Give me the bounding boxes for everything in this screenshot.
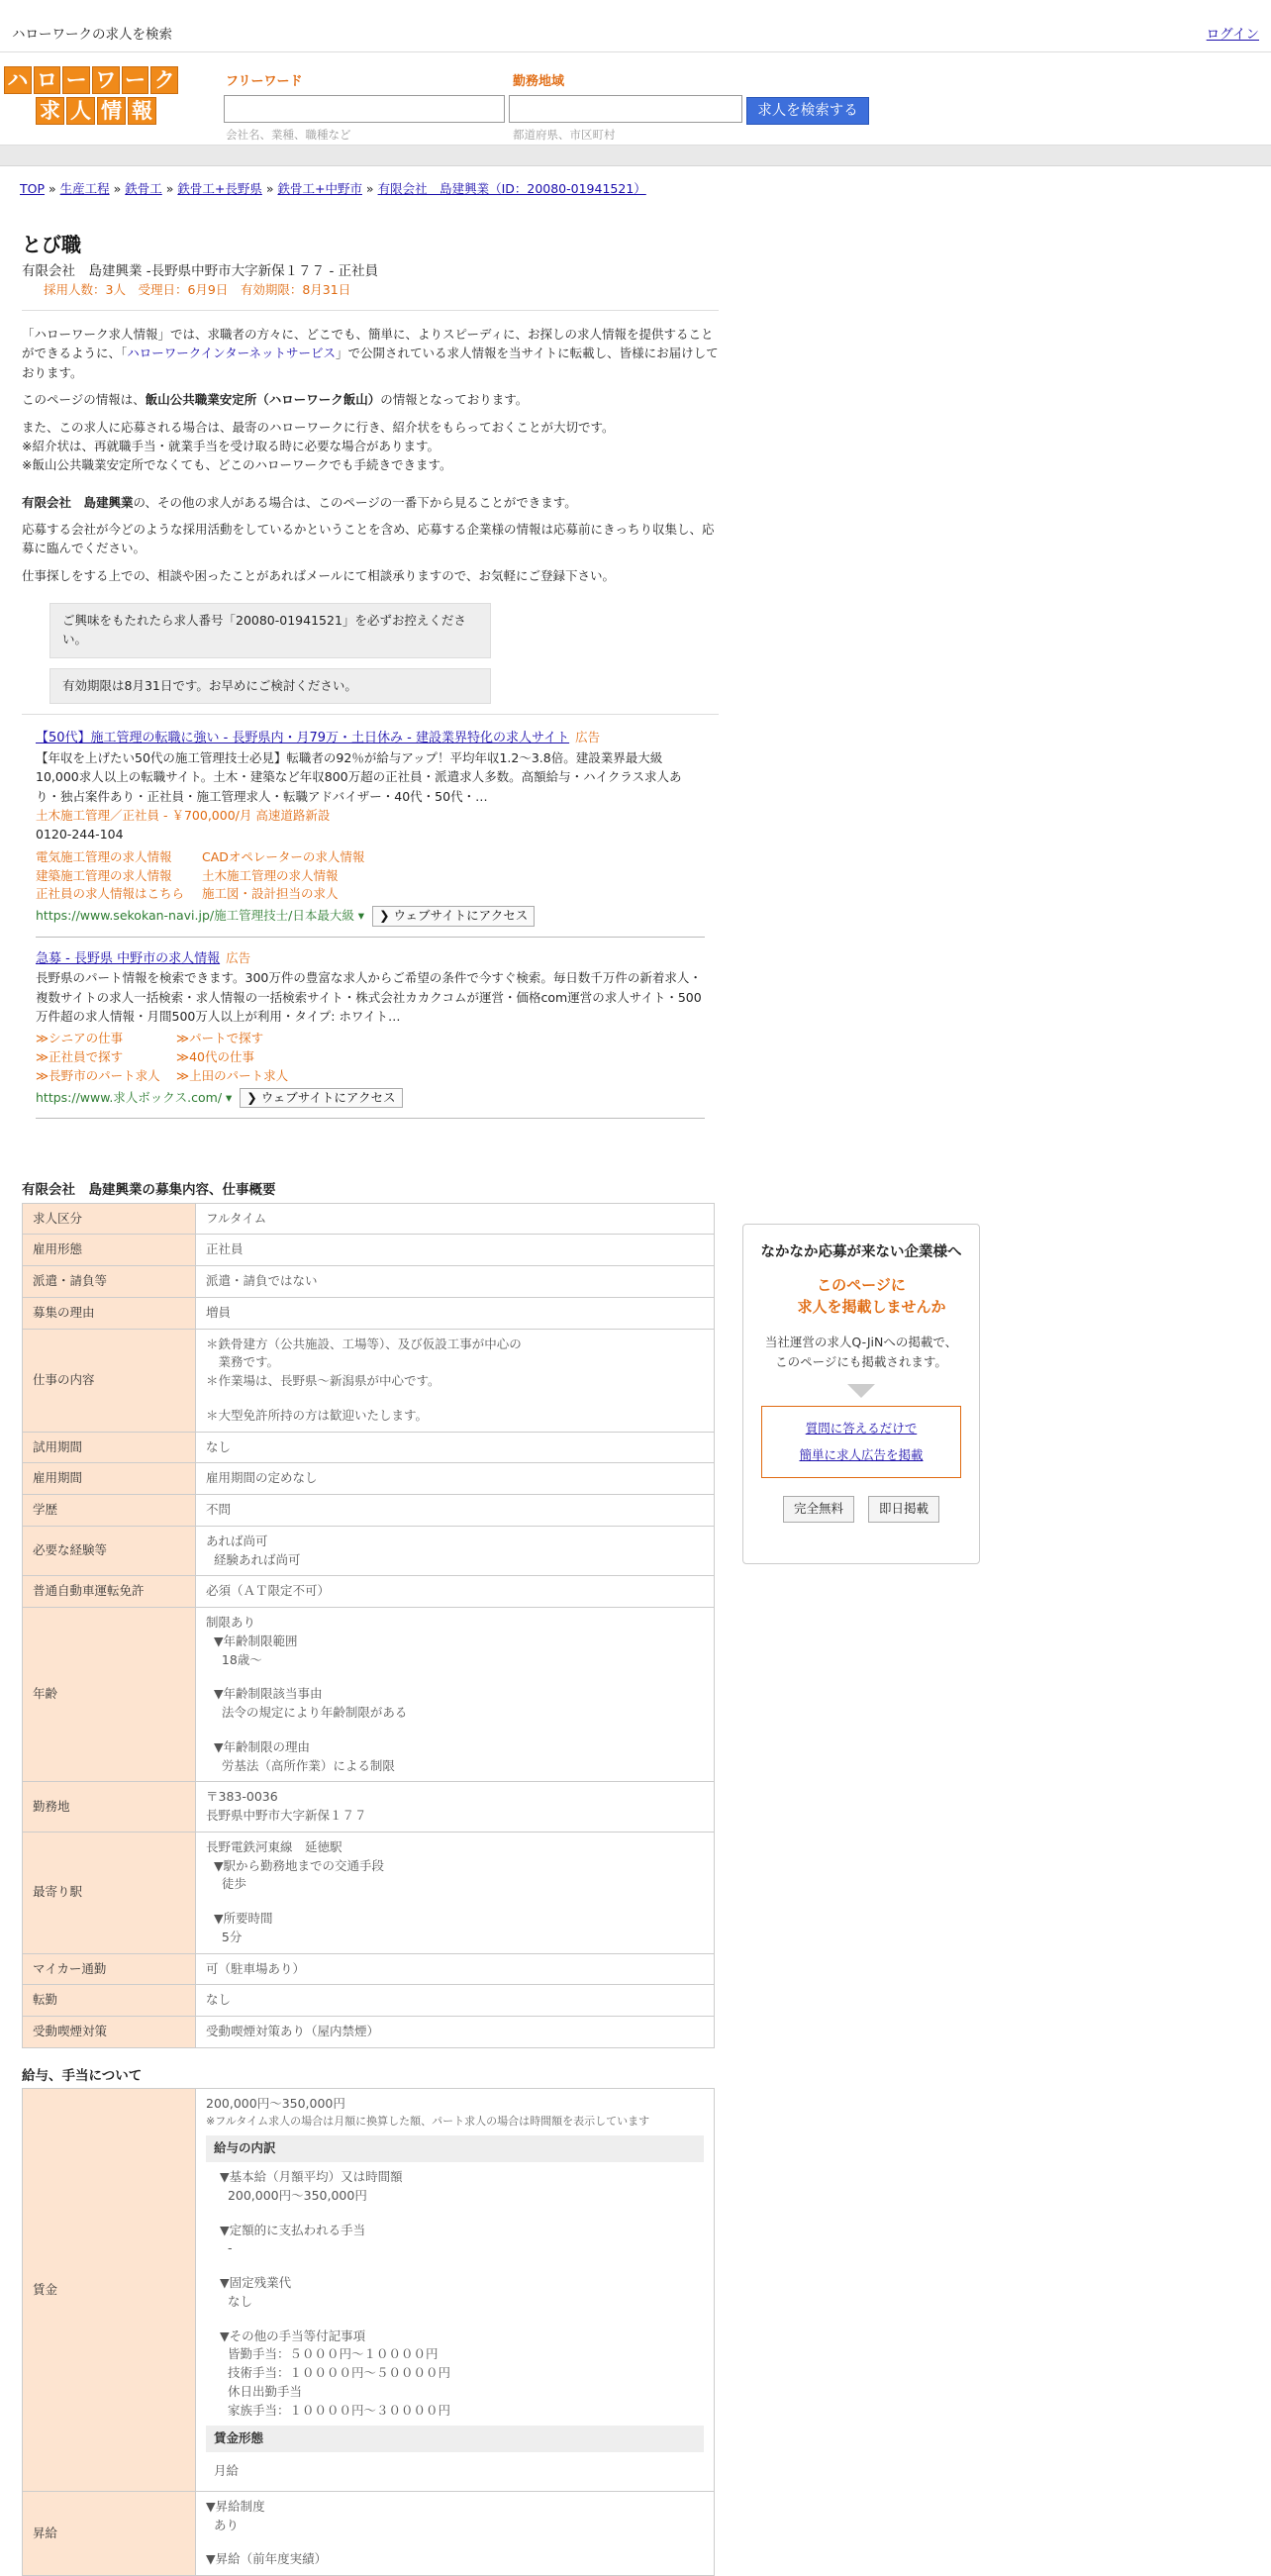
raise-line: ▼昇給（前年度実績） (206, 2551, 328, 2567)
site-title: ハローワークの求人を検索 (12, 27, 172, 43)
ad-block-1 (36, 729, 705, 937)
value-line: 雇用期間の定めなし (206, 1470, 318, 1486)
raise-line: あり (206, 2517, 239, 2532)
table-row (23, 1329, 715, 1432)
promo-link-1[interactable]: 質問に答えるだけで (805, 1420, 918, 1436)
breakdown-heading: 給与の内訳 (206, 2135, 704, 2162)
row-value (196, 1953, 715, 1985)
row-value (196, 1985, 715, 2017)
value-line: 必須（ＡＴ限定不可） (206, 1583, 331, 1599)
overview-table (22, 1203, 715, 2048)
breakdown-line (220, 2312, 704, 2328)
ad-sitelink[interactable]: ≫正社員で探す (36, 1049, 124, 1065)
breakdown-line: 200,000円〜350,000円 (220, 2187, 367, 2203)
breadcrumb-separator: » (45, 181, 60, 196)
value-line: ▼年齢制限の理由 (206, 1738, 311, 1754)
divider (22, 310, 719, 311)
table-row (23, 2089, 715, 2492)
ad-sitelink[interactable]: 施工図・設計担当の求人 (202, 886, 339, 902)
search-button[interactable]: 求人を検索する (746, 97, 869, 125)
breadcrumb-link[interactable]: 鉄骨工 (125, 181, 162, 196)
visit-website-button[interactable]: ❯ ウェブサイトにアクセス (372, 906, 535, 927)
logo-char: ー (122, 66, 149, 94)
breakdown-line: ▼その他の手当等付記事項 (220, 2328, 366, 2343)
intro-paragraph-3: また、この求人に応募される場合は、最寄のハローワークに行き、紹介状をもらっておくことが大切です。 ※紹介状は、再就職手当・就業手当を受け取る時に必要な場合があります。 ※飯山公共職業安定所でなくても、どこのハローワークでも手続きできます。 (22, 419, 615, 473)
row-value (196, 1266, 715, 1298)
value-line: 労基法（高所作業）による制限 (206, 1757, 395, 1773)
breadcrumb-separator: » (161, 181, 178, 196)
logo-char: ワ (92, 66, 120, 94)
row-key: 求人区分 (23, 1203, 196, 1235)
value-line: ＊鉄骨建方（公共施設、工場等）、及び仮設工事が中心の (206, 1336, 522, 1351)
value-line: 正社員 (206, 1241, 244, 1257)
row-value (196, 1235, 715, 1266)
value-line: ▼駅から勤務地までの交通手段 (206, 1857, 385, 1873)
hellowork-logo[interactable] (4, 66, 178, 122)
intro-paragraph-4: 有限会社 島建興業の、その他の求人がある場合は、このページの一番下から見ることができます。 (22, 494, 577, 510)
breadcrumb-link[interactable]: 有限会社 島建興業（ID：20080-01941521） (377, 181, 646, 196)
value-line: ▼年齢制限該当事由 (206, 1686, 323, 1702)
visit-website-button[interactable]: ❯ ウェブサイトにアクセス (240, 1088, 402, 1109)
divider-band (0, 146, 1271, 166)
table-row (23, 1266, 715, 1298)
row-key: 試用期間 (23, 1432, 196, 1463)
ad-sitelink[interactable]: 建築施工管理の求人情報 (36, 867, 172, 883)
employer-promo-box (742, 1224, 980, 1564)
value-line (206, 1669, 704, 1685)
ad-url: https://www.求人ボックス.com/ ▾ ❯ ウェブサイトにアクセス (36, 1088, 705, 1109)
row-value (196, 1203, 715, 1235)
row-value (196, 1526, 715, 1576)
breakdown-line (220, 2258, 704, 2274)
value-line (206, 1723, 704, 1738)
ad-sitelink[interactable]: ≫40代の仕事 (176, 1049, 254, 1065)
table-row (23, 1576, 715, 1608)
table-row (23, 1526, 715, 1576)
table-row (23, 1832, 715, 1953)
value-line: 長野県中野市大字新保１７７ (206, 1808, 367, 1824)
row-key: 普通自動車運転免許 (23, 1576, 196, 1608)
breadcrumb-separator: » (361, 181, 378, 196)
row-value (196, 1329, 715, 1432)
row-value (196, 1495, 715, 1527)
login-link[interactable]: ログイン (1206, 27, 1259, 43)
promo-offer: このページに 求人を掲載しませんか (797, 1275, 946, 1317)
breakdown-line: 休日出勤手当 (220, 2383, 302, 2399)
value-line (206, 1894, 704, 1910)
expiry-note: 有効期限は8月31日です。お早めにご検討ください。 (49, 668, 491, 705)
breakdown-line: 家族手当：１００００円～３００００円 (220, 2402, 450, 2418)
value-line: あれば尚可 (206, 1533, 268, 1548)
value-line: 徒歩 (206, 1876, 246, 1892)
logo-char: ロ (34, 66, 61, 94)
divider (22, 714, 719, 715)
top-bar (0, 0, 1271, 52)
row-key: 学歴 (23, 1495, 196, 1527)
row-key: 募集の理由 (23, 1297, 196, 1329)
raise-line (206, 2534, 704, 2550)
table-row (23, 1953, 715, 1985)
row-value (196, 1297, 715, 1329)
row-key: 転勤 (23, 1985, 196, 2017)
row-key: 年齢 (23, 1608, 196, 1782)
job-title: とび職 (22, 233, 81, 256)
table-row (23, 1235, 715, 1266)
promo-buttons (743, 1496, 979, 1523)
promo-heading: なかなか応募が来ない企業様へ (760, 1244, 962, 1260)
value-line: 経験あれば尚可 (206, 1551, 301, 1567)
table-row (23, 2017, 715, 2048)
raise-value (196, 2491, 715, 2575)
ad-extra-link[interactable]: 土木施工管理／正社員 - ￥700,000/月 高速道路新設 (36, 808, 331, 823)
table-row (23, 1203, 715, 1235)
ad-url: https://www.sekokan-navi.jp/施工管理技士/日本最大級 ▾ ❯ ウェブサイトにアクセス (36, 906, 705, 927)
down-arrow-icon (847, 1384, 875, 1398)
value-line (206, 1391, 704, 1407)
logo-char: 求 (36, 97, 64, 125)
value-line: なし (206, 1992, 232, 2008)
value-line: ▼年齢制限範囲 (206, 1633, 298, 1648)
value-line: 派遣・請負ではない (206, 1273, 318, 1289)
header (0, 52, 1271, 146)
ad-title-link[interactable]: 急募 - 長野県 中野市の求人情報 (36, 950, 221, 966)
row-key: 雇用期間 (23, 1463, 196, 1495)
wage-type: 月給 (214, 2463, 240, 2479)
breadcrumb-separator: » (261, 181, 278, 196)
logo-char: ー (62, 66, 90, 94)
value-line: 業務です。 (206, 1354, 280, 1370)
value-line: 法令の規定により年齢制限がある (206, 1705, 408, 1721)
breakdown-line (220, 2206, 704, 2222)
overview-title: 有限会社 島建興業の募集内容、仕事概要 (22, 1182, 276, 1199)
row-value (196, 1782, 715, 1833)
row-value (196, 2017, 715, 2048)
row-key: 最寄り駅 (23, 1832, 196, 1953)
free-button[interactable]: 完全無料 (783, 1496, 854, 1523)
value-line: なし (206, 1438, 232, 1454)
table-row (23, 1463, 715, 1495)
area-input[interactable] (509, 95, 742, 123)
breakdown-line: ▼定額的に支払われる手当 (220, 2222, 366, 2237)
intro-paragraph-1: 「ハローワーク求人情報」では、求職者の方々に、どこでも、簡単に、よりスピーディに、お探しの求人情報を提供することができるように、「ハローワークインターネットサービス」で公開されている求人情報を当サイトに転載し、皆様にお届けしております。 (22, 327, 719, 380)
ad-sitelink[interactable]: CADオペレーターの求人情報 (202, 848, 365, 864)
logo-char: 人 (66, 97, 95, 125)
table-row (23, 1782, 715, 1833)
ad-title-link[interactable]: 【50代】施工管理の転職に強い - 長野県内・月79万・土日休み - 建設業界特化の求人サイト (36, 731, 570, 746)
ad-sitelink[interactable]: ≫パートで探す (176, 1031, 264, 1046)
ad-description: 長野県のパート情報を検索できます。300万件の豊富な求人からご希望の条件で今すぐ検索。毎日数千万件の新着求人・複数サイトの求人一括検索・求人情報の一括検索サイト・株式会社カカクコムが運営・価格com運営の求人サイト・500万件超の求人情報・月間500万人以上が利用・タイプ: ホワイト… (36, 970, 702, 1024)
ad-sitelink[interactable]: 電気施工管理の求人情報 (36, 848, 172, 864)
table-row (23, 1608, 715, 1782)
table-row (23, 1432, 715, 1463)
same-day-button[interactable]: 即日掲載 (868, 1496, 939, 1523)
ad-sitelink[interactable]: 土木施工管理の求人情報 (202, 867, 339, 883)
ad-sitelink[interactable]: ≫シニアの仕事 (36, 1031, 124, 1046)
intro-paragraph-2: このページの情報は、飯山公共職業安定所（ハローワーク飯山）の情報となっております。 (22, 392, 529, 408)
main-content (22, 230, 719, 2576)
hellowork-internet-link[interactable]: ハローワークインターネットサービス (127, 346, 337, 361)
breakdown-line: ▼基本給（月額平均）又は時間額 (220, 2169, 403, 2185)
value-line: 5分 (206, 1929, 243, 1944)
value-line: 増員 (206, 1304, 232, 1320)
free-word-input[interactable] (224, 95, 505, 123)
logo-char: ハ (4, 66, 32, 94)
intro-paragraph-5: 応募する会社が今どのような採用活動をしているかということを含め、応募する企業様の情報は応募前にきっちり収集し、応募に臨んでください。 (22, 522, 715, 556)
salary-title: 給与、手当について (22, 2067, 143, 2084)
row-key: 必要な経験等 (23, 1526, 196, 1576)
row-key: 仕事の内容 (23, 1329, 196, 1432)
row-key: 受動喫煙対策 (23, 2017, 196, 2048)
breakdown-line: - (220, 2240, 233, 2256)
salary-key: 賃金 (23, 2089, 196, 2492)
row-key: マイカー通勤 (23, 1953, 196, 1985)
salary-table (22, 2088, 715, 2576)
table-row (23, 2491, 715, 2575)
job-subtitle: 有限会社 島建興業 -長野県中野市大字新保１７７ - 正社員 (22, 263, 379, 279)
value-line: 長野電鉄河東線 延徳駅 (206, 1838, 342, 1854)
ad-description: 【年収を上げたい50代の施工管理技士必見】転職者の92％が給与アップ！平均年収1.2～3.8倍。建設業界最大級10,000求人以上の転職サイト。土木・建築など年収800万超の正社員・派遣求人多数。高額給与・ハイクラス求人あり・独占案件あり・正社員・施工管理求人・転職アドバイザー・40代・50代・… (36, 749, 682, 804)
value-line: ＊大型免許所持の方は歓迎いたします。 (206, 1407, 429, 1423)
raise-key: 昇給 (23, 2491, 196, 2575)
salary-value: 200,000円〜350,000円 ※フルタイム求人の場合は月額に換算した額、パート求人の場合は時間額を表示しています 給与の内訳 ▼基本給（月額平均）又は時間額 200,000円〜350,000円 ▼定額的に支払われる手当 - ▼固定残業代 なし ▼その他の手当等付記事項 皆勤手当：５０００円～１００００円 技術手当：１００００円～５００００円 休日出勤手当 家族手当：１００００円～３００００円 賃金形態 月給 (196, 2089, 715, 2492)
breadcrumb-separator: » (109, 181, 126, 196)
value-line: 可（駐車場あり） (206, 1960, 306, 1976)
area-placeholder: 都道府県、市区町村 (513, 128, 616, 142)
table-row (23, 1985, 715, 2017)
ad-tag: 広告 (575, 730, 601, 745)
value-line: フルタイム (206, 1210, 267, 1226)
breadcrumb-link[interactable]: 鉄骨工+中野市 (277, 181, 362, 196)
row-value (196, 1432, 715, 1463)
breadcrumb-link[interactable]: 生産工程 (59, 181, 110, 196)
breadcrumb-link[interactable]: 鉄骨工+長野県 (177, 181, 262, 196)
ad-sitelink[interactable]: ≫長野市のパート求人 (36, 1067, 160, 1083)
breadcrumb (20, 180, 646, 199)
row-key: 勤務地 (23, 1782, 196, 1833)
logo-char: 報 (128, 97, 156, 125)
logo-char: ク (150, 66, 178, 94)
breakdown-line: なし (220, 2293, 252, 2309)
row-value (196, 1576, 715, 1608)
free-word-placeholder: 会社名、業種、職種など (226, 128, 351, 142)
value-line: ▼所要時間 (206, 1911, 273, 1927)
value-line: ＊作業場は、長野県～新潟県が中心です。 (206, 1373, 440, 1389)
free-word-label: フリーワード (226, 74, 303, 89)
job-number-note: ご興味をもたれたら求人番号「20080-01941521」を必ずお控えください。 (49, 603, 491, 658)
table-row (23, 1495, 715, 1527)
row-value (196, 1832, 715, 1953)
ad-sitelink[interactable]: 正社員の求人情報はこちら (36, 886, 185, 902)
row-key: 雇用形態 (23, 1235, 196, 1266)
value-line: 制限あり (206, 1615, 256, 1631)
intro-paragraph-6: 仕事探しをする上での、相談や困ったことがあればメールにて相談承りますので、お気軽にご登録下さい。 (22, 567, 616, 583)
promo-links (761, 1406, 961, 1478)
ad-block-2 (36, 949, 705, 1120)
table-row (23, 1297, 715, 1329)
value-line: 18歳〜 (206, 1651, 262, 1667)
row-key: 派遣・請負等 (23, 1266, 196, 1298)
breakdown-line: 皆勤手当：５０００円～１００００円 (220, 2346, 439, 2362)
ad-phone: 0120-244-104 (36, 827, 124, 842)
ad-sitelinks (36, 1030, 705, 1085)
ad-tag: 広告 (226, 949, 251, 965)
value-line: 不問 (206, 1502, 232, 1518)
ad-sitelink[interactable]: ≫上田のパート求人 (176, 1067, 289, 1083)
promo-link-2[interactable]: 簡単に求人広告を掲載 (799, 1447, 924, 1463)
wage-type-heading: 賃金形態 (206, 2426, 704, 2452)
value-line: 受動喫煙対策あり（屋内禁煙） (206, 2024, 380, 2039)
raise-line: ▼昇給制度 (206, 2498, 265, 2514)
area-label: 勤務地域 (513, 74, 565, 89)
breadcrumb-link[interactable]: TOP (20, 181, 46, 196)
row-value (196, 1608, 715, 1782)
value-line: 〒383-0036 (206, 1789, 278, 1805)
breakdown-line: 技術手当：１００００円～５００００円 (220, 2365, 450, 2381)
promo-description: 当社運営の求人Q-JiNへの掲載で、 このページにも掲載されます。 (764, 1334, 958, 1369)
breakdown-line: ▼固定残業代 (220, 2275, 292, 2291)
logo-char: 情 (97, 97, 126, 125)
ad-sitelinks (36, 848, 705, 904)
row-value (196, 1463, 715, 1495)
job-meta: 採用人数：3人 受理日：6月9日 有効期限：8月31日 (44, 282, 351, 298)
